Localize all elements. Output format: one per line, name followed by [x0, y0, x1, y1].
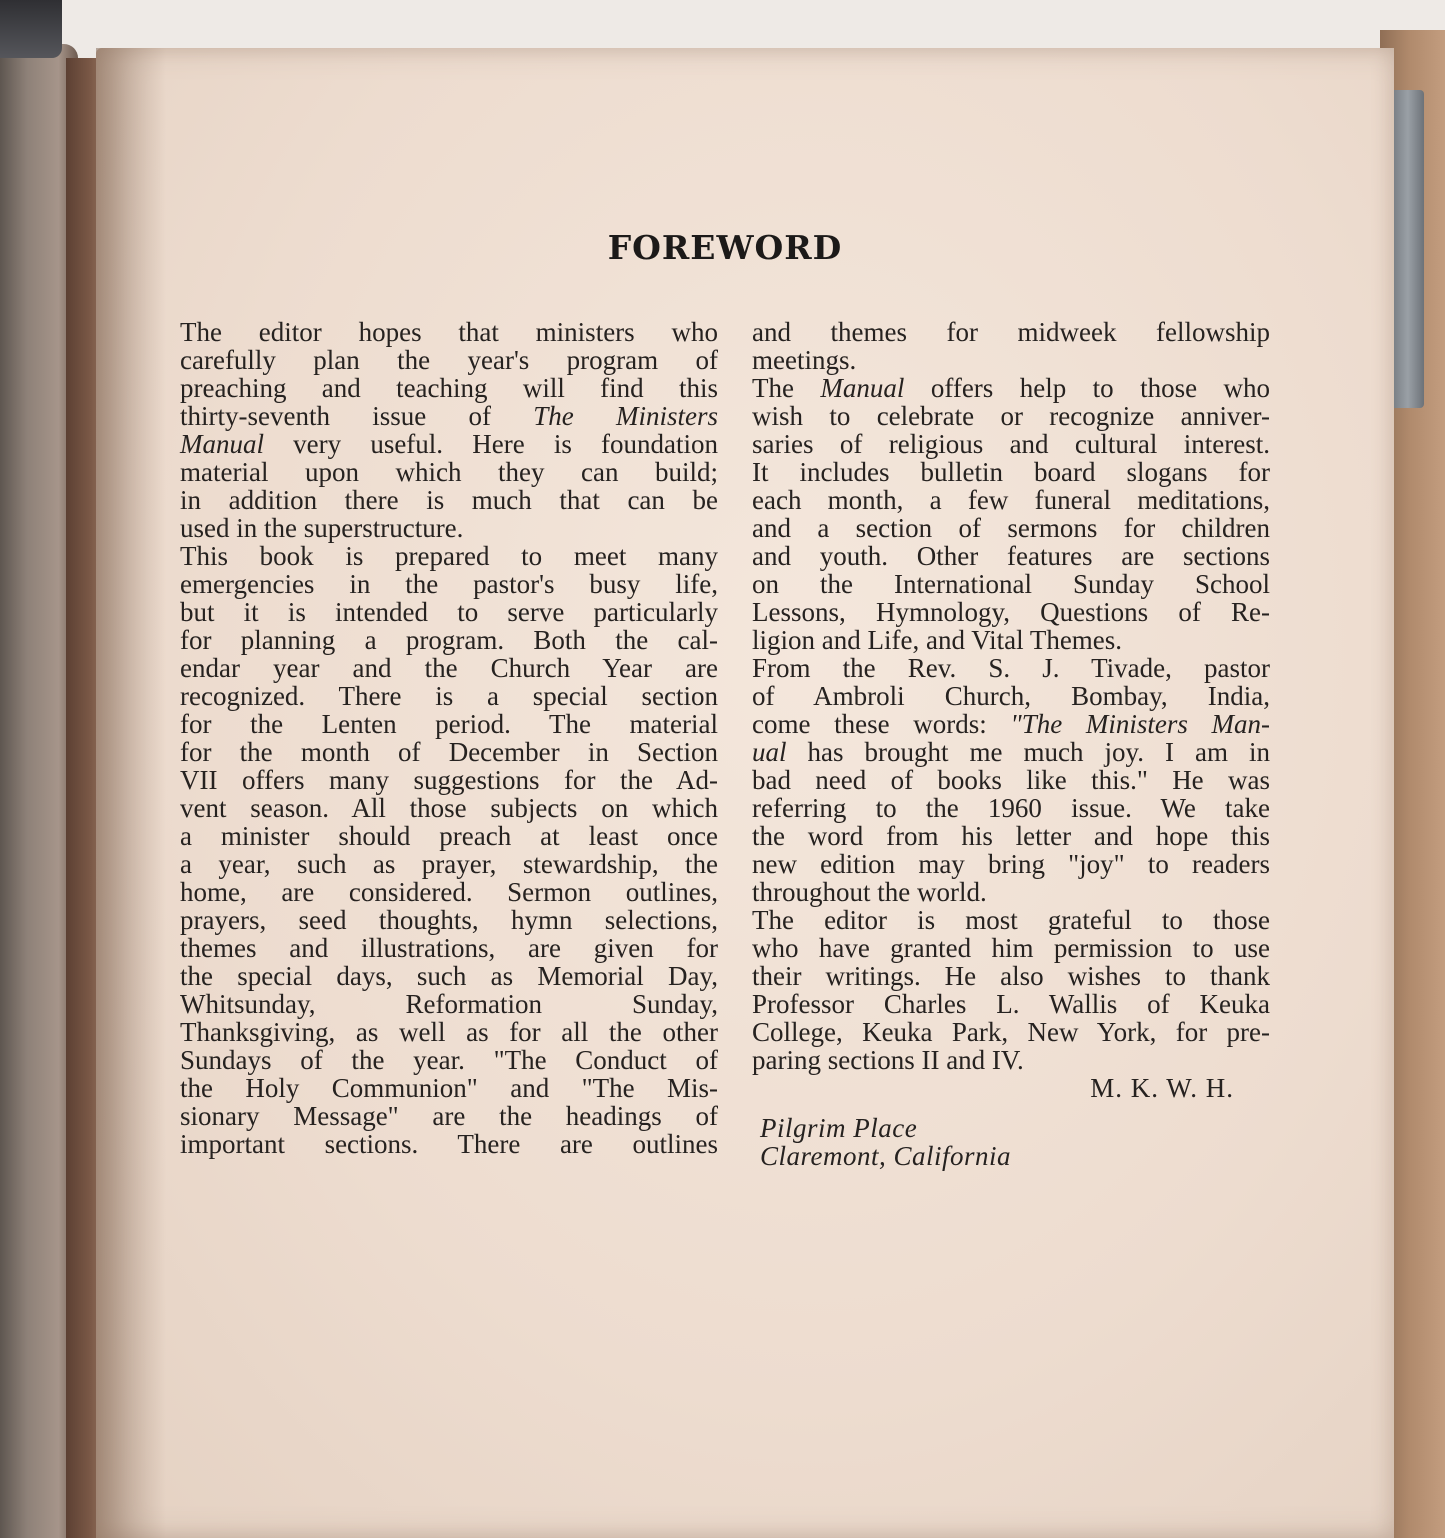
text-segment: referring to the 1960 issue. We take [752, 793, 1270, 823]
text-segment: This book is prepared to meet many [180, 541, 718, 571]
text-segment: and themes for midweek fellowship [752, 317, 1270, 347]
text-segment: prayers, seed thoughts, hymn selections, [180, 905, 718, 935]
text-segment: a minister should preach at least once [180, 821, 718, 851]
book-cover-left-corner [0, 0, 62, 58]
text-segment: endar year and the Church Year are [180, 653, 718, 683]
text-segment: paring sections II and IV. [752, 1045, 1024, 1075]
text-segment: and a section of sermons for children [752, 513, 1270, 543]
text-segment: The editor hopes that ministers who [180, 317, 718, 347]
text-segment: Whitsunday, Reformation Sunday, [180, 989, 718, 1019]
text-line [180, 1102, 718, 1130]
text-segment: new edition may bring "joy" to readers [752, 849, 1270, 879]
text-line [752, 374, 1270, 402]
text-line [752, 1018, 1270, 1046]
text-line [180, 318, 718, 346]
text-segment: carefully plan the year's program of [180, 345, 718, 375]
italic-text: "The Ministers Man- [1010, 709, 1270, 739]
text-line [180, 402, 718, 430]
text-line [752, 794, 1270, 822]
text-line [180, 906, 718, 934]
page-title: FOREWORD [607, 228, 843, 267]
text-line [752, 766, 1270, 794]
text-segment: bad need of books like this." He was [752, 765, 1270, 795]
text-segment: recognized. There is a special section [180, 681, 718, 711]
text-segment: emergencies in the pastor's busy life, [180, 569, 718, 599]
text-line [180, 1074, 718, 1102]
text-line [180, 850, 718, 878]
text-line [180, 710, 718, 738]
text-line [180, 878, 718, 906]
text-line [180, 766, 718, 794]
text-segment: each month, a few funeral meditations, [752, 485, 1270, 515]
text-line [752, 626, 1270, 654]
text-column-left [180, 318, 718, 1158]
text-segment: material upon which they can build; [180, 457, 718, 487]
text-line [180, 430, 718, 458]
text-segment: Thanksgiving, as well as for all the other [180, 1017, 718, 1047]
text-segment: for the Lenten period. The material [180, 709, 718, 739]
place-line: Pilgrim Place [760, 1113, 918, 1143]
text-segment: the word from his letter and hope this [752, 821, 1270, 851]
text-segment: and youth. Other features are sections [752, 541, 1270, 571]
text-line [180, 934, 718, 962]
text-segment: for planning a program. Both the cal- [180, 625, 718, 655]
italic-text: Manual [820, 373, 905, 403]
text-line [752, 598, 1270, 626]
text-segment: From the Rev. S. J. Tivade, pastor [752, 653, 1270, 683]
text-segment: very useful. Here is foundation [264, 429, 718, 459]
place-line: Claremont, California [760, 1141, 1012, 1171]
text-segment: meetings. [752, 345, 857, 375]
text-line [752, 486, 1270, 514]
text-line [752, 402, 1270, 430]
text-segment: wish to celebrate or recognize anniver- [752, 401, 1270, 431]
text-line [180, 542, 718, 570]
text-segment: for the month of December in Section [180, 737, 718, 767]
text-segment: themes and illustrations, are given for [180, 933, 718, 963]
text-line [752, 1046, 1270, 1074]
text-line [752, 570, 1270, 598]
text-segment: sionary Message" are the headings of [180, 1101, 718, 1131]
text-segment: The [752, 373, 821, 403]
text-segment: a year, such as prayer, stewardship, the [180, 849, 718, 879]
text-segment: throughout the world. [752, 877, 987, 907]
signature-initials: M. K. W. H. [1090, 1073, 1234, 1103]
text-segment: has brought me much joy. I am in [786, 737, 1270, 767]
text-segment: College, Keuka Park, New York, for pre- [752, 1017, 1270, 1047]
text-line [752, 850, 1270, 878]
text-segment: saries of religious and cultural interest. [752, 429, 1270, 459]
text-segment: come these words: [752, 709, 1011, 739]
text-line [180, 346, 718, 374]
text-line [180, 1130, 718, 1158]
italic-text: ual [752, 737, 787, 767]
text-segment: important sections. There are outlines [180, 1129, 718, 1159]
text-line [752, 934, 1270, 962]
italic-text: The Ministers [533, 401, 718, 431]
text-segment: of Ambroli Church, Bombay, India, [752, 681, 1270, 711]
text-line [752, 318, 1270, 346]
text-segment: preaching and teaching will find this [180, 373, 718, 403]
text-line [752, 822, 1270, 850]
text-segment: on the International Sunday School [752, 569, 1270, 599]
text-line [752, 682, 1270, 710]
text-line [180, 626, 718, 654]
text-line [752, 430, 1270, 458]
text-line [180, 990, 718, 1018]
text-segment: their writings. He also wishes to thank [752, 961, 1270, 991]
text-line [752, 542, 1270, 570]
text-segment: who have granted him permission to use [752, 933, 1270, 963]
text-line [752, 346, 1270, 374]
text-segment: Lessons, Hymnology, Questions of Re- [752, 597, 1270, 627]
text-line [180, 822, 718, 850]
text-segment: offers help to those who [904, 373, 1270, 403]
text-segment: used in the superstructure. [180, 513, 464, 543]
text-line [180, 374, 718, 402]
text-line [180, 682, 718, 710]
text-line [180, 514, 718, 542]
text-segment: thirty-seventh issue of [180, 401, 534, 431]
text-line [180, 794, 718, 822]
text-segment: Sundays of the year. "The Conduct of [180, 1045, 718, 1075]
text-line [752, 458, 1270, 486]
text-line [180, 486, 718, 514]
text-line [752, 878, 1270, 906]
text-segment: the Holy Communion" and "The Mis- [180, 1073, 718, 1103]
text-line [752, 738, 1270, 766]
text-segment: but it is intended to serve particularly [180, 597, 718, 627]
text-line [180, 1018, 718, 1046]
text-line [752, 906, 1270, 934]
text-segment: The editor is most grateful to those [752, 905, 1270, 935]
text-segment: VII offers many suggestions for the Ad- [180, 765, 718, 795]
text-line [180, 598, 718, 626]
italic-text: Manual [180, 429, 264, 459]
page-gutter-shadow [96, 48, 166, 1538]
text-line [180, 654, 718, 682]
text-line [180, 738, 718, 766]
text-line [180, 570, 718, 598]
text-segment: vent season. All those subjects on which [180, 793, 718, 823]
text-segment: Professor Charles L. Wallis of Keuka [752, 989, 1270, 1019]
text-line [180, 1046, 718, 1074]
text-line [752, 710, 1270, 738]
text-line [752, 962, 1270, 990]
text-column-right [752, 318, 1270, 1170]
text-segment: the special days, such as Memorial Day, [180, 961, 718, 991]
text-line [752, 654, 1270, 682]
text-line [752, 514, 1270, 542]
text-line [180, 962, 718, 990]
text-segment: in addition there is much that can be [180, 485, 718, 515]
text-segment: It includes bulletin board slogans for [752, 457, 1270, 487]
text-line [180, 458, 718, 486]
text-segment: home, are considered. Sermon outlines, [180, 877, 718, 907]
text-segment: ligion and Life, and Vital Themes. [752, 625, 1123, 655]
text-line [752, 990, 1270, 1018]
